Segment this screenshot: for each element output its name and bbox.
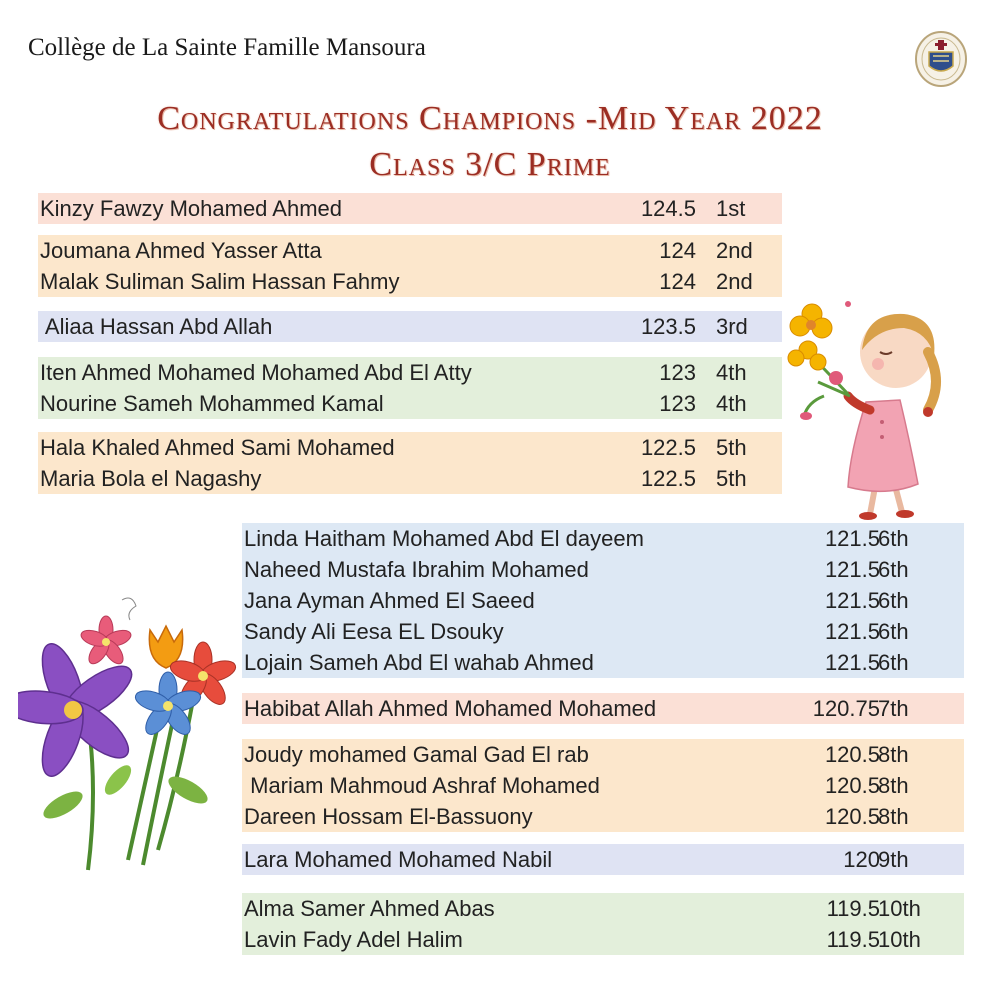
student-name: Joudy mohamed Gamal Gad El rab bbox=[244, 742, 589, 767]
student-rank: 10th bbox=[878, 927, 921, 952]
student-score: 121.5 bbox=[824, 619, 880, 644]
group-rank-5 bbox=[38, 432, 782, 494]
student-rank: 6th bbox=[878, 619, 909, 644]
group-rank-4 bbox=[38, 357, 782, 419]
table-row bbox=[242, 844, 964, 875]
student-score: 119.5 bbox=[826, 896, 880, 921]
table-row bbox=[38, 432, 782, 463]
student-name: Alma Samer Ahmed Abas bbox=[244, 896, 495, 921]
student-score: 122.5 bbox=[640, 435, 696, 460]
table-row bbox=[38, 388, 782, 419]
student-name: Jana Ayman Ahmed El Saeed bbox=[244, 588, 535, 613]
page-title: Congratulations Champions -Mid Year 2022 bbox=[157, 100, 823, 137]
student-name: Habibat Allah Ahmed Mohamed Mohamed bbox=[244, 696, 657, 721]
table-row bbox=[38, 266, 782, 297]
student-score: 121.5 bbox=[824, 588, 880, 613]
student-rank: 5th bbox=[716, 435, 747, 460]
table-row bbox=[242, 523, 964, 554]
table-row bbox=[242, 739, 964, 770]
group-rank-8 bbox=[242, 739, 964, 832]
student-rank: 2nd bbox=[716, 269, 753, 294]
table-row bbox=[242, 585, 964, 616]
student-score: 124 bbox=[659, 238, 696, 263]
student-rank: 10th bbox=[878, 896, 921, 921]
student-rank: 5th bbox=[716, 466, 747, 491]
student-rank: 8th bbox=[878, 742, 909, 767]
student-score: 121.5 bbox=[824, 557, 880, 582]
student-rank: 4th bbox=[716, 391, 747, 416]
table-row bbox=[38, 193, 782, 224]
group-rank-2 bbox=[38, 235, 782, 297]
student-rank: 4th bbox=[716, 360, 747, 385]
student-score: 123 bbox=[659, 360, 696, 385]
student-name: Iten Ahmed Mohamed Mohamed Abd El Atty bbox=[40, 360, 472, 385]
class-subtitle: Class 3/C Prime bbox=[369, 146, 611, 183]
table-row bbox=[242, 693, 964, 724]
student-rank: 9th bbox=[878, 847, 909, 872]
student-rank: 6th bbox=[878, 588, 909, 613]
student-score: 124 bbox=[659, 269, 696, 294]
girl-with-flowers-illustration bbox=[778, 292, 988, 524]
student-score: 123 bbox=[659, 391, 696, 416]
student-rank: 7th bbox=[878, 696, 909, 721]
student-score: 120.5 bbox=[824, 804, 880, 829]
group-rank-1 bbox=[38, 193, 782, 224]
student-score: 120.5 bbox=[824, 742, 880, 767]
student-name: Aliaa Hassan Abd Allah bbox=[40, 314, 273, 339]
table-row bbox=[38, 311, 782, 342]
student-name: Lara Mohamed Mohamed Nabil bbox=[244, 847, 553, 872]
student-rank: 6th bbox=[878, 526, 909, 551]
student-name: Nourine Sameh Mohammed Kamal bbox=[40, 391, 384, 416]
student-name: Lojain Sameh Abd El wahab Ahmed bbox=[244, 650, 594, 675]
student-name: Naheed Mustafa Ibrahim Mohamed bbox=[244, 557, 589, 582]
table-row bbox=[242, 616, 964, 647]
student-score: 120.5 bbox=[824, 773, 880, 798]
group-rank-6 bbox=[242, 523, 964, 678]
student-rank: 6th bbox=[878, 557, 909, 582]
student-score: 120 bbox=[843, 847, 880, 872]
table-row bbox=[38, 357, 782, 388]
student-name: Joumana Ahmed Yasser Atta bbox=[40, 238, 322, 263]
student-score: 121.5 bbox=[824, 650, 880, 675]
student-score: 120.75 bbox=[812, 696, 880, 721]
student-name: Sandy Ali Eesa EL Dsouky bbox=[244, 619, 504, 644]
group-rank-9 bbox=[242, 844, 964, 875]
student-rank: 8th bbox=[878, 804, 909, 829]
group-rank-7 bbox=[242, 693, 964, 724]
flower-bouquet-illustration bbox=[18, 590, 238, 880]
table-row bbox=[242, 801, 964, 832]
student-name: Kinzy Fawzy Mohamed Ahmed bbox=[40, 196, 343, 221]
group-rank-3 bbox=[38, 311, 782, 342]
school-crest-icon bbox=[914, 30, 968, 88]
student-rank: 8th bbox=[878, 773, 909, 798]
table-row bbox=[242, 770, 964, 801]
student-name: Lavin Fady Adel Halim bbox=[244, 927, 463, 952]
student-name: Maria Bola el Nagashy bbox=[40, 466, 262, 491]
student-rank: 3rd bbox=[716, 314, 748, 339]
student-name: Mariam Mahmoud Ashraf Mohamed bbox=[244, 773, 600, 798]
student-name: Hala Khaled Ahmed Sami Mohamed bbox=[40, 435, 395, 460]
school-name: Collège de La Sainte Famille Mansoura bbox=[28, 34, 426, 61]
table-row bbox=[242, 647, 964, 678]
student-name: Dareen Hossam El-Bassuony bbox=[244, 804, 533, 829]
student-score: 123.5 bbox=[640, 314, 696, 339]
table-row bbox=[38, 463, 782, 494]
student-score: 121.5 bbox=[824, 526, 880, 551]
student-score: 122.5 bbox=[640, 466, 696, 491]
student-rank: 6th bbox=[878, 650, 909, 675]
student-name: Linda Haitham Mohamed Abd El dayeem bbox=[244, 526, 644, 551]
table-row bbox=[38, 235, 782, 266]
group-rank-10 bbox=[242, 893, 964, 955]
student-score: 119.5 bbox=[826, 927, 880, 952]
student-rank: 2nd bbox=[716, 238, 753, 263]
table-row bbox=[242, 893, 964, 924]
student-score: 124.5 bbox=[640, 196, 696, 221]
table-row bbox=[242, 924, 964, 955]
table-row bbox=[242, 554, 964, 585]
student-name: Malak Suliman Salim Hassan Fahmy bbox=[40, 269, 400, 294]
student-rank: 1st bbox=[716, 196, 746, 221]
